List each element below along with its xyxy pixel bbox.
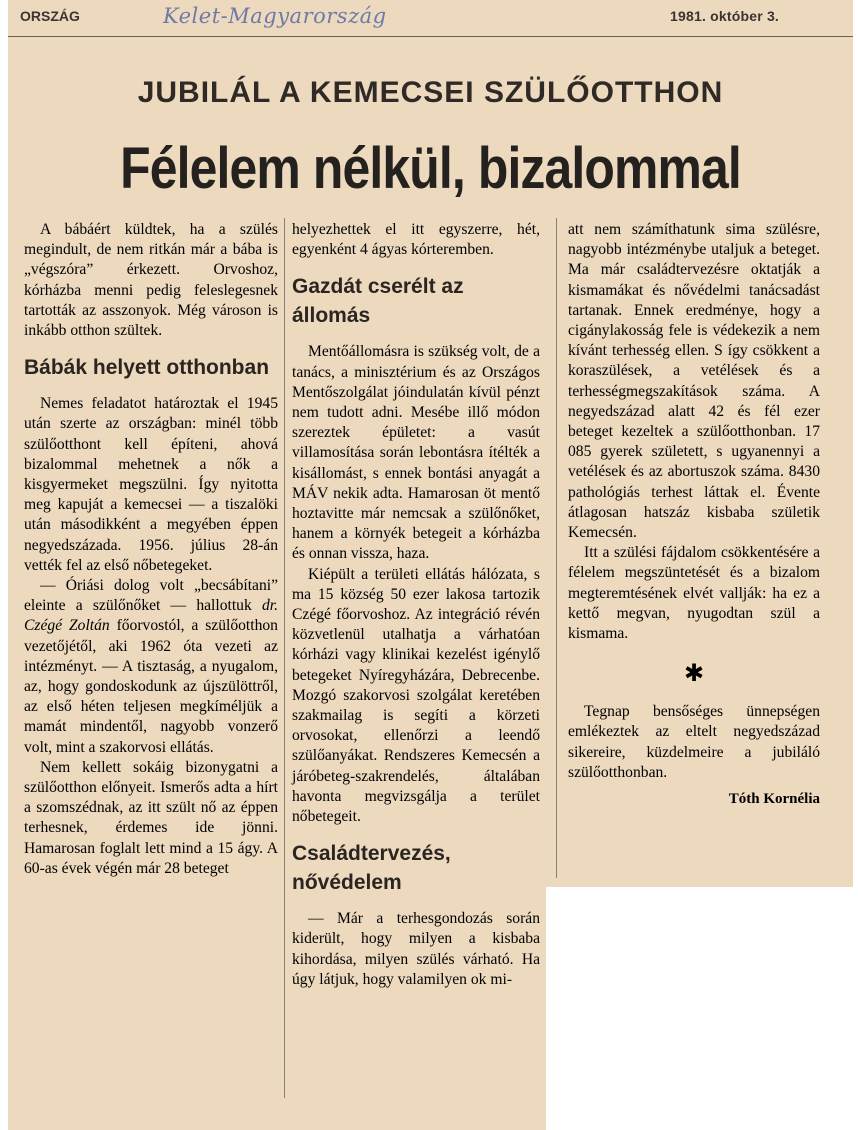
quote-text: — Óriási dolog volt „becsábítani” eleinte a szülőnőket — hallottuk [24, 577, 278, 615]
paragraph: Nemes feladatot határoztak el 1945 után szerte az országban: minél több szülőotthont kell építeni, ahová bizalommal mehetnek a nők a kisgyermeket megszülni. Így nyitotta meg kapuját a kemecsei — a tiszalöki után másodikként a megyében éppen negyedszázada. 1956. július 28-án vették fel az első nőbetegeket. [24, 395, 278, 574]
paragraph: Tegnap bensőséges ünnepségen emlékeztek az eltelt negyedszázad sikereire, küzdelmeire a jubiláló szülőotthonban. [568, 703, 820, 781]
article-kicker: JUBILÁL A KEMECSEI SZÜLŐOTTHON [137, 76, 724, 109]
header-rule [8, 36, 853, 37]
paragraph: A bábáért küldtek, ha a szülés megindult, de nem ritkán már a bába is „végszóra” érkezett. Orvoshoz, kórházba menni pedig feleslegesnek tartották az asszonyok. Még városon is inkább otthon szültek. [24, 221, 278, 340]
author-byline: Tóth Kornélia [728, 791, 820, 808]
section-divider-star: ✱ [683, 661, 705, 688]
column-rule [284, 218, 285, 1098]
section-label: ORSZÁG [20, 8, 80, 24]
article-column-3 [568, 220, 820, 809]
paragraph: — Már a terhesgondozás során kiderült, hogy milyen a kisbaba kihordása, milyen szülés várható. Ha úgy látjuk, hogy valamilyen ok mi- [292, 910, 540, 988]
paragraph: Kiépült a területi ellátás hálózata, s ma 15 község 50 ezer lakosa tartozik Czégé főorvoshoz. Az integráció révén közvetlenül utalhatja a várhatóan kórházi vagy klinikai kezelést igénylő betegeket Nyíregyházára, Debrecenbe. Mozgó szakorvosi szolgálat keretében szakmailag is segíti a körzeti orvosokat, ellenőrzi a leendő szülőanyákat. Rendszeres Kemecsén a járóbeteg-szakrendelés, általában havonta megvizsgálja a terület nőbetegeit. [292, 565, 540, 826]
subheading-babak: Bábák helyett otthonban [24, 356, 270, 380]
paragraph: Nem kellett sokáig bizonygatni a szülőotthon előnyeit. Ismerős adta a hírt a szomszédnak, az itt szült nő az éppen terhesnek, érdemes ide jönni. Hamarosan foglalt lett mind a 15 ágy. A 60-as évek végén már 28 beteget [24, 758, 278, 877]
handwritten-source-note: Kelet-Magyarország [163, 4, 387, 28]
doctor-name: dr. Czégé Zoltán [24, 597, 278, 635]
paragraph: att nem számíthatunk sima szülésre, nagyobb intézménybe utaljuk a beteget. Ma már családtervezésre oktatják a kismamákat és nővédelmi tanácsadást tartanak. Ennek eredménye, hogy a cigánylakosság fele is védekezik a nem kívánt terhesség ellen. S így csökkent a koraszülések, a vetélések és a terhességmegszakítások száma. A negyedszázad alatt 42 és fél ezer beteget kezeltek a szülőotthonban. 17 085 gyerek született, s ugyanennyi a vetélések és az abortuszok száma. 8430 pathológiás terhest láttak el. Évente átlagosan hatszáz kisbaba születik Kemecsén. [568, 221, 820, 542]
article-column-1 [24, 220, 278, 879]
article-headline: Félelem nélkül, bizalommal [120, 136, 741, 201]
subheading-csaladtervezes: Családtervezés, nővédelem [292, 842, 451, 895]
paragraph: Mentőállomásra is szükség volt, de a tanács, a minisztérium és az Országos Mentőszolgálat jóindulatán kívül pénzt nem tudott adni. Mesébe illő módon szereztek épületet: a vasút villamosítása során lebontásra ítélték a kisállomást, s ennek bontási anyagát a MÁV nekik adta. Hamarosan öt mentő hoztavitte már nemcsak a szülőnőket, hanem a környék betegeit a kórházba és onnan vissza, haza. [292, 343, 540, 563]
paragraph: Itt a szülési fájdalom csökkentésére a félelem megszüntetését és a bizalom megteremtésének elvét vallják: ha ez a kettő megvan, nyugodtan szül a kismama. [568, 544, 820, 643]
publication-date: 1981. október 3. [670, 8, 780, 24]
subheading-gazdat: Gazdát cserélt az állomás [292, 275, 464, 328]
paragraph: helyezhettek el itt egyszerre, hét, egyenként 4 ágyas kórteremben. [292, 221, 540, 259]
quote-text-cont: főorvostól, a szülőotthon vezetőjétől, aki 1962 óta vezeti az intézményt. — A tisztaság, a nyugalom, az, hogy gondoskodunk az újszülöttről, az első héten teljesen megkíméljük a mamát mindentől, nagyobb vonzerő volt, mint a szakorvosi ellátás. [24, 617, 278, 756]
paragraph-quote [24, 576, 278, 758]
article-column-2 [292, 220, 540, 990]
column-rule [556, 218, 557, 878]
